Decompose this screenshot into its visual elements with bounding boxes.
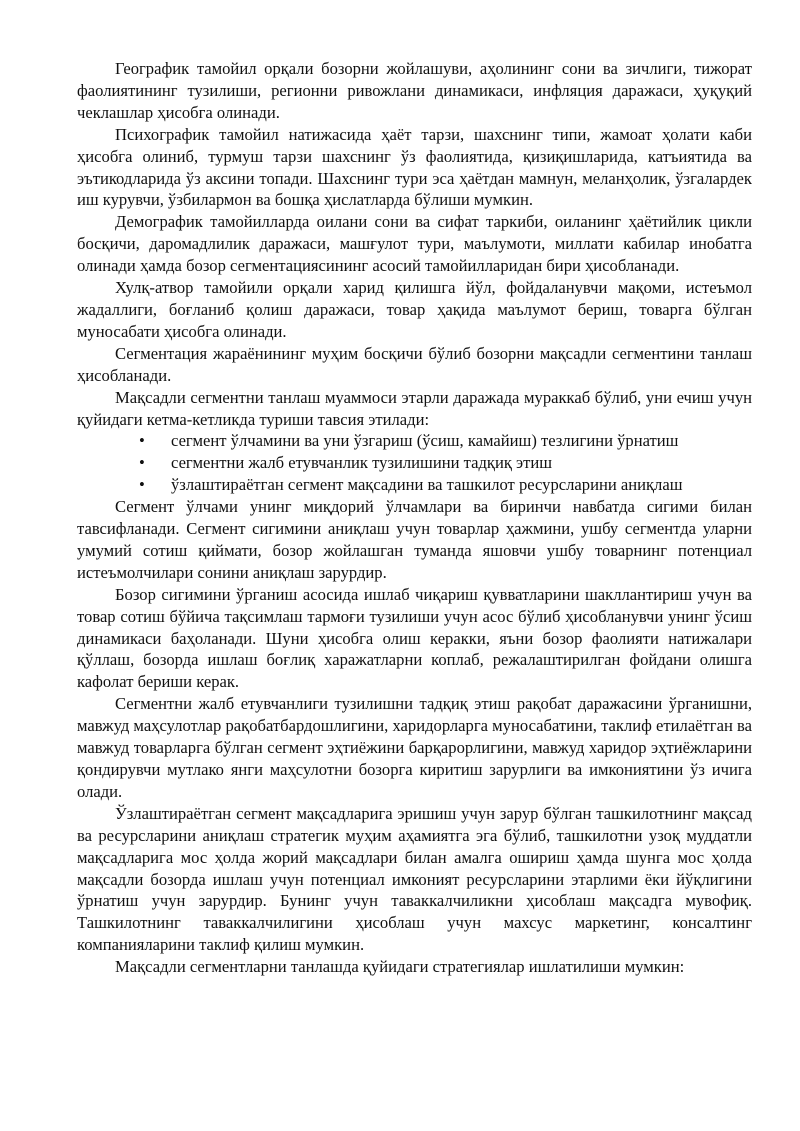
bullet-text: сегментни жалб етувчанлик тузилишини тадқиқ этиш	[171, 453, 553, 473]
bullet-text: ўзлаштираётган сегмент мақсадини ва ташкилот ресурсларини аниқлаш	[171, 475, 683, 495]
bullet-text: сегмент ўлчамини ва уни ўзгариш (ўсиш, камайиш) тезлигини ўрнатиш	[171, 431, 679, 451]
paragraph-organization-goals: Ўзлаштираётган сегмент мақсадларига эришиш учун зарур бўлган ташкилотнинг мақсад ва ресурсларини аниқлаш стратегик муҳим аҳамиятга эга бўлиб, ташкилотни узоқ муддатли мақсадларига мос ҳолда жорий мақсадлари билан амалга ошириш ҳамда шунга мос ҳолда мақсадли бозорда ишлаш учун потенциал имконият ресурсларини этарлими ёки йўқлигини ўрнатиш учун зарурдир. Бунинг учун таваккалчиликни ҳисоблаш мақсадга мувофиқ. Ташкилотнинг таваккалчилигини ҳисоблаш учун махсус маркетинг, консалтинг компанияларини таклиф қилиш мумкин.	[77, 803, 752, 955]
paragraph-segment-size: Сегмент ўлчами унинг миқдорий ўлчамлари ва биринчи навбатда сигими билан тавсифланади. Сегмент сигимини аниқлаш учун товарлар ҳажмини, ушбу сегментда уларни умумий сотиш қиймати, бозор жойлашган туманда яшовчи ушбу товарнинг потенциал истеъмолчилари сонини аниқлаш зарурдир.	[77, 497, 752, 582]
paragraph-strategies-intro: Мақсадли сегментларни танлашда қуйидаги стратегиялар ишлатилиши мумкин:	[115, 957, 685, 977]
paragraph-segment-attractiveness: Сегментни жалб етувчанлиги тузилишни тадқиқ этиш рақобат даражасини ўрганишни, мавжуд маҳсулотлар рақобатбардошлигини, харидорларга муносабатини, таклиф етилаётган ва мавжуд товарларга бўлган сегмент эҳтиёжини барқарорлигини, мавжуд харидор эҳтиёжларини қондирувчи мутлако янги маҳсулотни бозорга киритиш зарурлиги ва имкониятини ўз ичига олади.	[77, 694, 752, 801]
list-item	[77, 430, 752, 452]
document-page	[77, 58, 752, 978]
bullet-icon: •	[139, 431, 145, 451]
bullet-list	[77, 430, 752, 496]
paragraph-psychographic: Психографик тамойил натижасида ҳаёт тарзи, шахснинг типи, жамоат ҳолати каби ҳисобга олиниб, турмуш тарзи шахснинг ўз фаолиятида, қизиқишларида, катъиятида ва эътикодларида ўз аксини топади. Шахснинг тури эса ҳаётдан мамнун, меланҳолик, ўзгалардек иш курувчи, ўзбилармон ва бошқа ҳислатларда бўлиши мумкин.	[77, 124, 752, 210]
list-item	[77, 474, 752, 496]
paragraph-segmentation-stage: Сегментация жараёнининг муҳим босқичи бўлиб бозорни мақсадли сегментини танлаш ҳисобланади.	[77, 343, 752, 385]
paragraph-behavioral: Хулқ-атвор тамойили орқали харид қилишга йўл, фойдаланувчи мақоми, истеъмол жадаллиги, боғланиб қолиш даражаси, товар ҳақида маълумот бериш, товарга бўлган муносабати ҳисобга олинади.	[77, 278, 752, 341]
bullet-icon: •	[139, 475, 145, 495]
paragraph-demographic: Демографик тамойилларда оилани сони ва сифат таркиби, оиланинг ҳаётийлик цикли босқичи, даромадлилик даражаси, машғулот тури, маълумоти, миллати кабилар инобатга олинади ҳамда бозор сегментациясининг асосий тамойилларидан бири ҳисобланади.	[77, 212, 752, 276]
paragraph-target-segment-selection: Мақсадли сегментни танлаш муаммоси этарли даражада мураккаб бўлиб, уни ечиш учун қуйидаги кетма-кетликда туриши тавсия этилади:	[77, 387, 752, 429]
paragraph-geographic: Географик тамойил орқали бозорни жойлашуви, аҳолининг сони ва зичлиги, тижорат фаолиятининг тузилиши, регионни ривожлани динамикаси, инфляция даражаси, ҳуқуқий чеклашлар ҳисобга олинади.	[77, 59, 752, 122]
list-item	[77, 452, 752, 474]
bullet-icon: •	[139, 453, 145, 473]
paragraph-market-capacity: Бозор сигимини ўрганиш асосида ишлаб чиқариш қувватларини шакллантириш учун ва товар сотиш бўйича тақсимлаш тармоғи тузилиши учун асос бўлиб ҳисобланувчи унинг ўсиш динамикаси баҳоланади. Шуни ҳисобга олиш керакки, яъни бозор фаолияти натижалари қўллаш, бозорда ишлаш боғлиқ харажатларни коплаб, режалаштирилган фойдани олишга кафолат бериши керак.	[77, 584, 752, 692]
